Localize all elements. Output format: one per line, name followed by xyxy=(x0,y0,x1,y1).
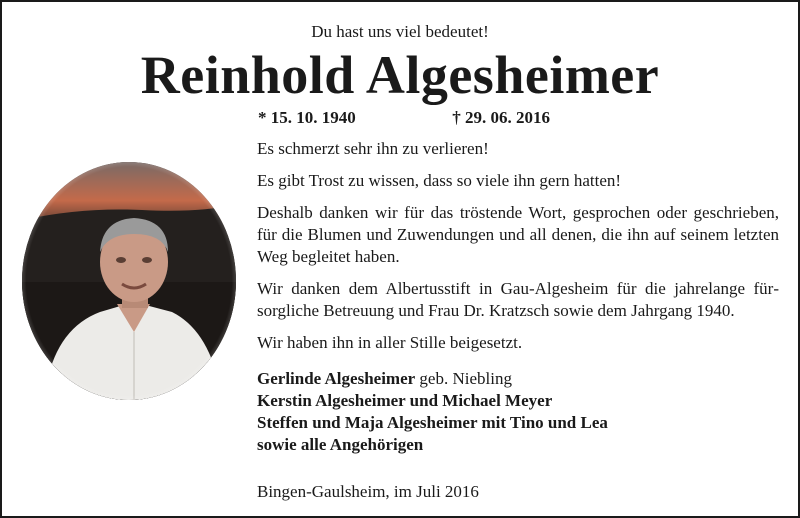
paragraph: Wir haben ihn in aller Stille beigesetzt. xyxy=(257,333,523,352)
mourner-line xyxy=(257,368,779,390)
mourner-maiden-name: geb. Niebling xyxy=(415,369,512,388)
mourners-list xyxy=(257,368,779,456)
life-dates xyxy=(258,108,550,130)
birth-date: * 15. 10. 1940 xyxy=(258,108,356,127)
paragraph: Es schmerzt sehr ihn zu verlieren! xyxy=(257,139,489,158)
portrait-photo-icon xyxy=(22,162,236,400)
mourner-line: Kerstin Algesheimer und Michael Meyer xyxy=(257,391,553,410)
mourner-line: Steffen und Maja Algesheimer mit Tino und Lea xyxy=(257,413,608,432)
paragraph: Deshalb danken wir für das tröstende Wort, gesprochen oder geschrieben, für die Blumen und Zuwendungen und all denen, die ihn auf seinem letzten Weg begleitet haben. xyxy=(257,203,779,266)
death-date: † 29. 06. 2016 xyxy=(452,108,550,127)
paragraph: Wir danken dem Albertusstift in Gau-Algesheim für die jahrelange fürsorgliche Betreuung und Frau Dr. Kratzsch sowie dem Jahrgang 1940. xyxy=(257,279,779,320)
message-body xyxy=(257,138,779,364)
motto: Du hast uns viel bedeutet! xyxy=(311,22,489,41)
deceased-name: Reinhold Algesheimer xyxy=(140,45,660,105)
place-and-date: Bingen-Gaulsheim, im Juli 2016 xyxy=(257,482,479,501)
mourner-line: sowie alle Angehörigen xyxy=(257,435,424,454)
paragraph: Es gibt Trost zu wissen, dass so viele ihn gern hatten! xyxy=(257,171,622,190)
mourner-name: Gerlinde Algesheimer xyxy=(257,369,416,388)
